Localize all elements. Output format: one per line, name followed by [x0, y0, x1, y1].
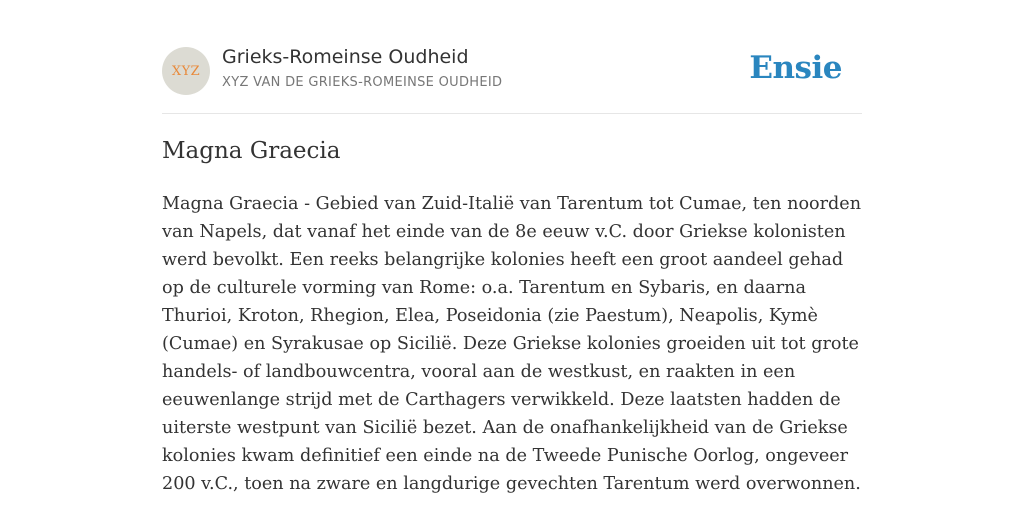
avatar-text: XYZ: [171, 63, 201, 79]
header-divider: [162, 113, 862, 114]
page-title: Magna Graecia: [162, 138, 341, 164]
article-body: Magna Graecia - Gebied van Zuid-Italië van Tarentum tot Cumae, ten noorden van Napels, dat vanaf het einde van de 8e eeuw v.C. door Griekse kolonisten werd bevolkt. Een reeks belangrijke kolonies heeft een groot aandeel gehad op de culturele vorming van Rome: o.a. Tarentum en Sybaris, en daarna Thurioi, Kroton, Rhegion, Elea, Poseidonia (zie Paestum), Neapolis, Kymè (Cumae) en Syrakusae op Sicilië. Deze Griekse kolonies groeiden uit tot grote handels- of landbouwcentra, vooral aan de westkust, en raakten in een eeuwenlange strijd met de Carthagers verwikkeld. Deze laatsten hadden de uiterste westpunt van Sicilië bezet. Aan de onafhankelijkheid van de Griekse kolonies kwam definitief een einde na de Tweede Punische Oorlog, ongeveer 200 v.C., toen na zware en langdurige gevechten Tarentum werd overwonnen.: [162, 194, 862, 494]
channel-title[interactable]: Grieks-Romeinse Oudheid: [222, 46, 469, 68]
brand-logo[interactable]: Ensie: [749, 50, 842, 86]
channel-subtitle: XYZ VAN DE GRIEKS-ROMEINSE OUDHEID: [222, 75, 503, 90]
avatar[interactable]: [162, 47, 210, 95]
channel-header: [162, 46, 862, 96]
